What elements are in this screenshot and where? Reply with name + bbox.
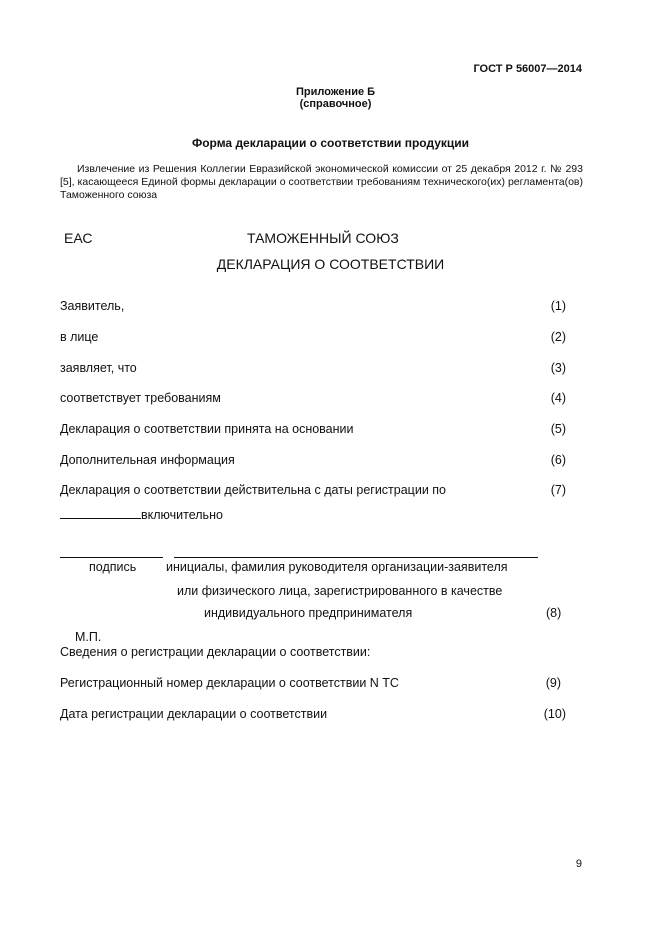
field-label: соответствует требованиям [60,391,221,405]
extract-paragraph: Извлечение из Решения Коллегии Евразийской экономической комиссии от 25 декабря 2012 г. № 293 [5], касающееся Единой формы декларации о соответствии требованиям технического(их) регламента(ов) Таможенного союза [60,163,583,201]
field-number: (7) [550,483,566,497]
field-label: Заявитель, [60,299,125,313]
customs-union-title: ТАМОЖЕННЫЙ СОЮЗ [247,230,399,246]
field-number: (1) [550,299,566,313]
field-label: Декларация о соответствии принята на основании [60,422,354,436]
name-caption-line1: инициалы, фамилия руководителя организации-заявителя [166,560,508,574]
field-label: Дополнительная информация [60,453,235,467]
name-line [174,557,538,558]
eac-mark: ЕАС [64,230,93,246]
registration-heading: Сведения о регистрации декларации о соответствии: [60,645,371,659]
inclusive-label: включительно [141,508,223,522]
field-label: в лице [60,330,99,344]
validity-date-blank [60,506,141,519]
appendix-subtitle: (справочное) [299,98,372,110]
signature-caption: подпись [89,560,137,574]
field-number: (3) [550,361,566,375]
stamp-place: М.П. [75,630,102,644]
field-number: (9) [545,676,561,690]
field-label: Дата регистрации декларации о соответствии [60,707,328,721]
field-number: (10) [543,707,566,721]
field-number: (2) [550,330,566,344]
declaration-title: ДЕКЛАРАЦИЯ О СООТВЕТСТВИИ [216,256,445,272]
name-caption-line2: или физического лица, зарегистрированного в качестве [177,584,503,598]
form-title: Форма декларации о соответствии продукции [191,136,470,150]
field-label: Декларация о соответствии действительна с даты регистрации по [60,483,447,497]
appendix-heading [0,86,661,110]
field-number: (5) [550,422,566,436]
field-number: (6) [550,453,566,467]
field-label: Регистрационный номер декларации о соответствии N ТС [60,676,399,690]
page-number: 9 [575,858,582,870]
standard-designation: ГОСТ Р 56007—2014 [473,63,582,75]
appendix-title: Приложение Б [295,86,376,98]
name-caption-line3: индивидуального предпринимателя [204,606,413,620]
field-number: (4) [550,391,566,405]
signature-line [60,557,163,558]
field-label: заявляет, что [60,361,137,375]
validity-until-row [60,506,223,522]
field-number: (8) [546,606,562,620]
